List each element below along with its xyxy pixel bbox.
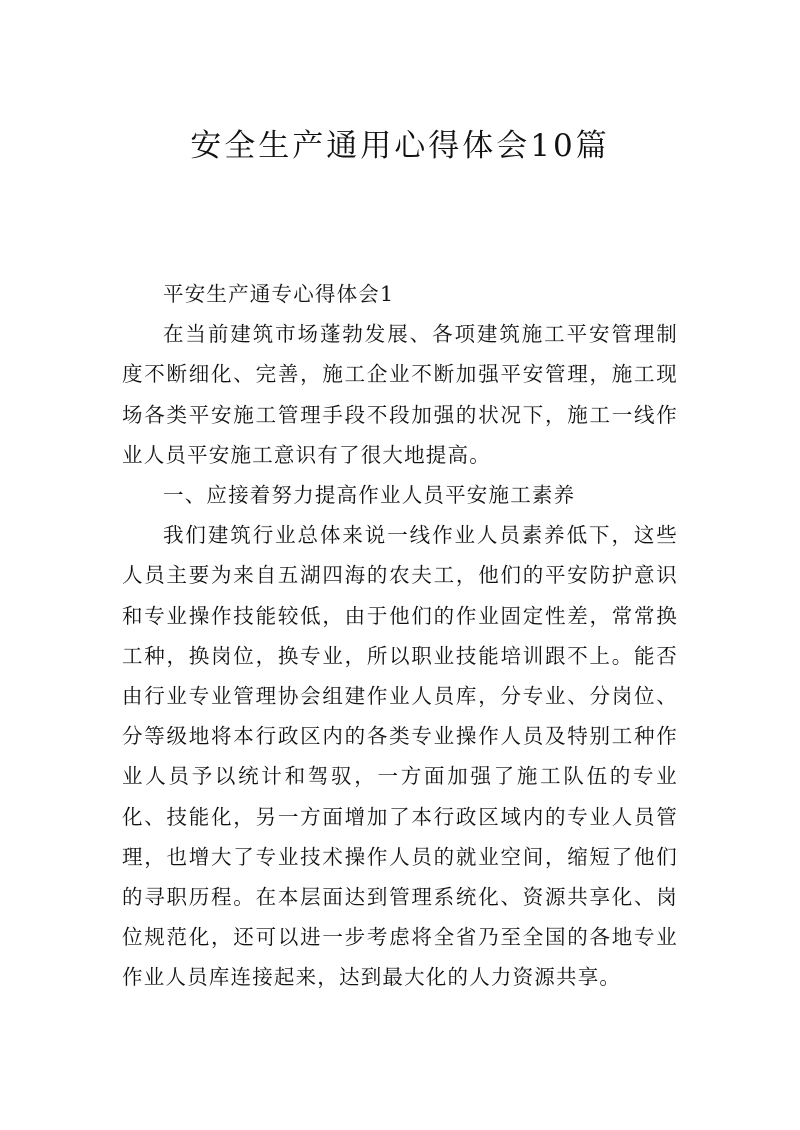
subheading-one: 一、应接着努力提高作业人员平安施工素养 (163, 483, 576, 508)
document-title: 安全生产通用心得体会10篇 (190, 128, 610, 164)
document-body (122, 274, 678, 998)
paragraph-intro: 在当前建筑市场蓬勃发展、各项建筑施工平安管理制度不断细化、完善，施工企业不断加强平安管理，施工现场各类平安施工管理手段不段加强的状况下，施工一线作业人员平安施工意识有了很大地提高。 (122, 322, 678, 467)
paragraph-workers: 我们建筑行业总体来说一线作业人员素养低下，这些人员主要为来自五湖四海的农夫工，他们的平安防护意识和专业操作技能较低，由于他们的作业固定性差，常常换工种，换岗位，换专业，所以职业技能培训跟不上。能否由行业专业管理协会组建作业人员库，分专业、分岗位、分等级地将本行政区内的各类专业操作人员及特别工种作业人员予以统计和驾驭，一方面加强了施工队伍的专业化、技能化，另一方面增加了本行政区域内的专业人员管理，也增大了专业技术操作人员的就业空间，缩短了他们的寻职历程。在本层面达到管理系统化、资源共享化、岗位规范化，还可以进一步考虑将全省乃至全国的各地专业作业人员库连接起来，达到最大化的人力资源共享。 (122, 523, 678, 990)
section-heading: 平安生产通专心得体会1 (163, 282, 395, 306)
